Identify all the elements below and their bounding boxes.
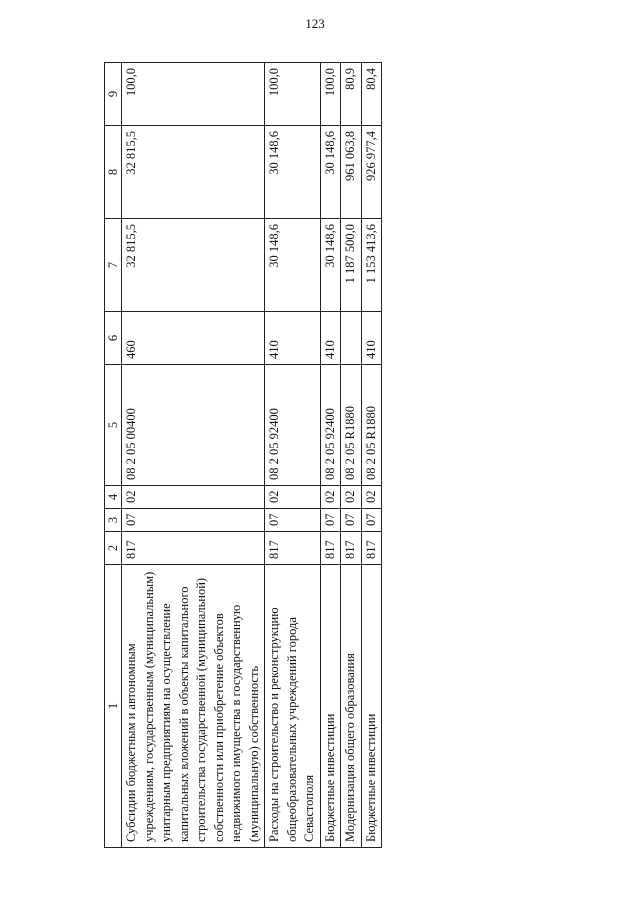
row-name: Бюджетные инвестиции	[361, 565, 382, 848]
page-number: 123	[305, 16, 325, 31]
cell-admin-code: 817	[265, 532, 321, 565]
col-header-4: 4	[105, 486, 122, 509]
cell-target-article: 08 2 05 00400	[122, 365, 265, 486]
table-row	[122, 63, 265, 848]
row-name: Модернизация общего образования	[341, 565, 362, 848]
cell-admin-code: 817	[122, 532, 265, 565]
cell-subsection: 02	[265, 486, 321, 509]
cell-subsection: 02	[361, 486, 382, 509]
cell-admin-code: 817	[341, 532, 362, 565]
cell-target-article: 08 2 05 R1880	[361, 365, 382, 486]
col-header-9: 9	[105, 63, 122, 126]
cell-planned: 1 153 413,6	[361, 219, 382, 312]
col-header-2: 2	[105, 532, 122, 565]
cell-section: 07	[361, 509, 382, 532]
cell-planned: 30 148,6	[265, 219, 321, 312]
cell-percent: 80,4	[361, 63, 382, 126]
cell-target-article: 08 2 05 92400	[320, 365, 341, 486]
cell-subsection: 02	[320, 486, 341, 509]
col-header-3: 3	[105, 509, 122, 532]
budget-table	[104, 62, 382, 848]
col-header-5: 5	[105, 365, 122, 486]
rotated-table-container	[104, 63, 604, 848]
cell-executed: 30 148,6	[265, 126, 321, 219]
row-name: Субсидии бюджетным и автономным учреждениям, государственным (муниципальным) унитарным предприятиям на осуществление капитальных вложений в объекты капитального строительства государственной (муниципальной) собственности или приобретение объектов недвижимого имущества в государственную (муниципальную) собственность	[122, 565, 265, 848]
table-row	[361, 63, 382, 848]
cell-subsection: 02	[122, 486, 265, 509]
cell-expense-type: 410	[265, 312, 321, 365]
cell-percent: 100,0	[320, 63, 341, 126]
cell-executed: 32 815,5	[122, 126, 265, 219]
cell-target-article: 08 2 05 92400	[265, 365, 321, 486]
table-row	[320, 63, 341, 848]
table-row	[341, 63, 362, 848]
col-header-1: 1	[105, 565, 122, 848]
cell-subsection: 02	[341, 486, 362, 509]
cell-percent: 100,0	[122, 63, 265, 126]
cell-percent: 80,9	[341, 63, 362, 126]
cell-expense-type: 410	[361, 312, 382, 365]
header-row	[105, 63, 122, 848]
cell-section: 07	[341, 509, 362, 532]
cell-expense-type: 460	[122, 312, 265, 365]
cell-section: 07	[265, 509, 321, 532]
col-header-8: 8	[105, 126, 122, 219]
cell-admin-code: 817	[320, 532, 341, 565]
cell-executed: 926 977,4	[361, 126, 382, 219]
cell-target-article: 08 2 05 R1880	[341, 365, 362, 486]
cell-executed: 30 148,6	[320, 126, 341, 219]
cell-section: 07	[122, 509, 265, 532]
col-header-7: 7	[105, 219, 122, 312]
cell-expense-type	[341, 312, 362, 365]
cell-percent: 100,0	[265, 63, 321, 126]
row-name: Бюджетные инвестиции	[320, 565, 341, 848]
cell-planned: 1 187 500,0	[341, 219, 362, 312]
table-row	[265, 63, 321, 848]
cell-expense-type: 410	[320, 312, 341, 365]
cell-section: 07	[320, 509, 341, 532]
cell-planned: 30 148,6	[320, 219, 341, 312]
cell-planned: 32 815,5	[122, 219, 265, 312]
cell-admin-code: 817	[361, 532, 382, 565]
row-name: Расходы на строительство и реконструкцию общеобразовательных учреждений города Севастополя	[265, 565, 321, 848]
col-header-6: 6	[105, 312, 122, 365]
cell-executed: 961 063,8	[341, 126, 362, 219]
